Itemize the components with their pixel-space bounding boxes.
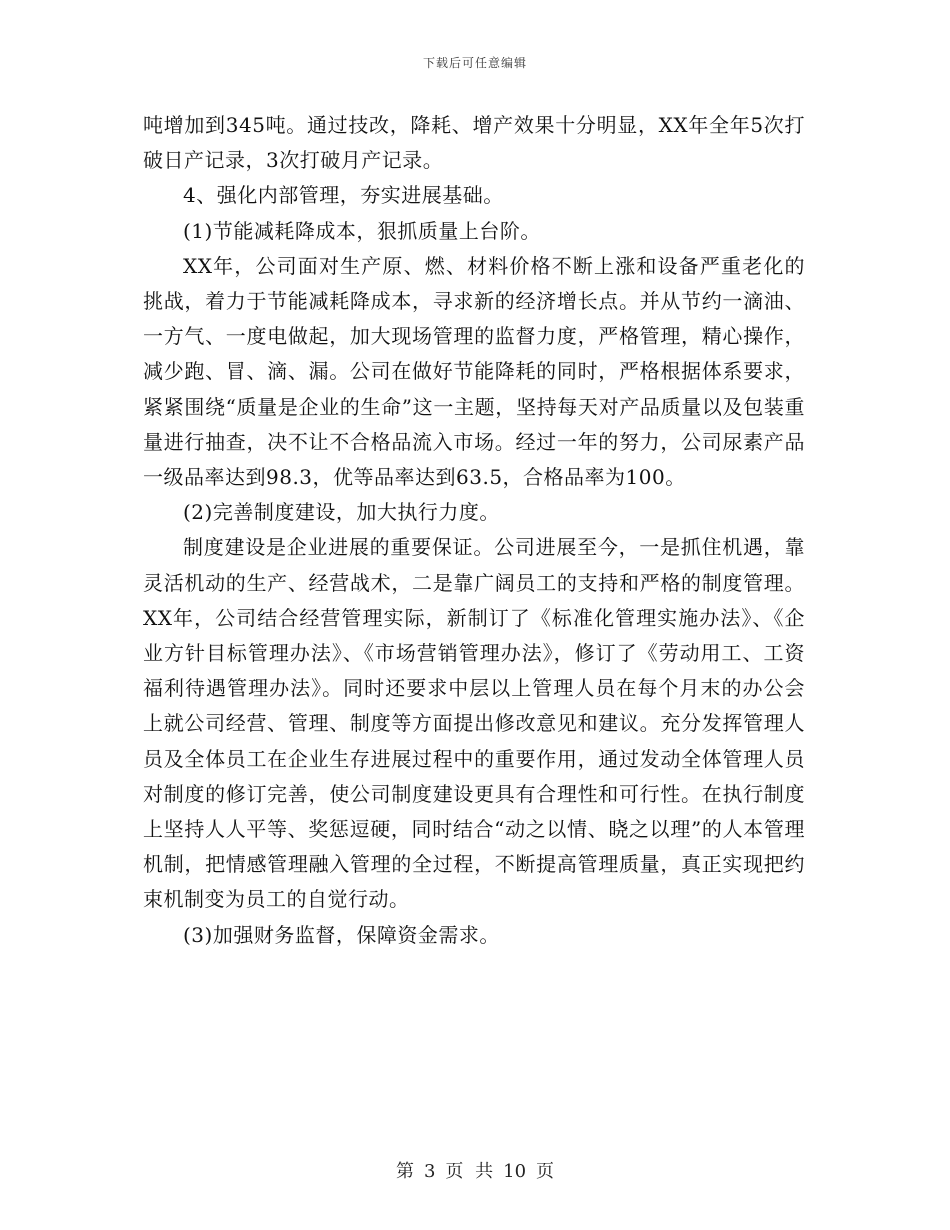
subheading-1: (1)节能减耗降成本，狠抓质量上台阶。 (183, 218, 541, 243)
paragraph-system-building: 制度建设是企业进展的重要保证。公司进展至今，一是抓住机遇，靠灵活机动的生产、经营战术，二是靠广阔员工的支持和严格的制度管理。XX年，公司结合经营管理实际，新制订了《标准化管理实施办法》、《企业方针目标管理办法》、《市场营销管理办法》，修订了《劳动用工、工资福利待遇管理办法》。同时还要求中层以上管理人员在每个月末的办公会上就公司经营、管理、制度等方面提出修改意见和建议。充分发挥管理人员及全体员工在企业生存进展过程中的重要作用，通过发动全体管理人员对制度的修订完善，使公司制度建设更具有合理性和可行性。在执行制度上坚持人人平等、奖惩逗硬，同时结合“动之以情、晓之以理”的人本管理机制，把情感管理融入管理的全过程，不断提高管理质量，真正实现把约束机制变为员工的自觉行动。 (143, 535, 805, 912)
section-heading-4: 4、强化内部管理，夯实进展基础。 (183, 183, 504, 208)
page-number (0, 1157, 950, 1183)
subheading-2: (2)完善制度建设，加大执行力度。 (183, 500, 500, 525)
page-suffix: 页 (536, 1161, 555, 1182)
paragraph-energy-quality: XX年，公司面对生产原、燃、材料价格不断上涨和设备严重老化的挑战，着力于节能减耗降成本，寻求新的经济增长点。并从节约一滴油、一方气、一度电做起，加大现场管理的监督力度，严格管理，精心操作，减少跑、冒、滴、漏。公司在做好节能降耗的同时，严格根据体系要求，紧紧围绕“质量是企业的生命”这一主题，坚持每天对产品质量以及包装重量进行抽查，决不让不合格品流入市场。经过一年的努力，公司尿素产品一级品率达到98.3，优等品率达到63.5，合格品率为100。 (143, 253, 805, 490)
document-body (143, 108, 805, 953)
subheading-3: (3)加强财务监督，保障资金需求。 (183, 922, 500, 947)
page-middle: 页 共 (445, 1161, 494, 1182)
paragraph-1: 吨增加到345吨。通过技改，降耗、增产效果十分明显，XX年全年5次打破日产记录，3次打破月产记录。 (143, 113, 805, 173)
current-page-number: 3 (423, 1161, 436, 1182)
total-pages-number: 10 (503, 1161, 527, 1182)
page-prefix: 第 (395, 1161, 414, 1182)
header-note: 下载后可任意编辑 (422, 56, 527, 70)
